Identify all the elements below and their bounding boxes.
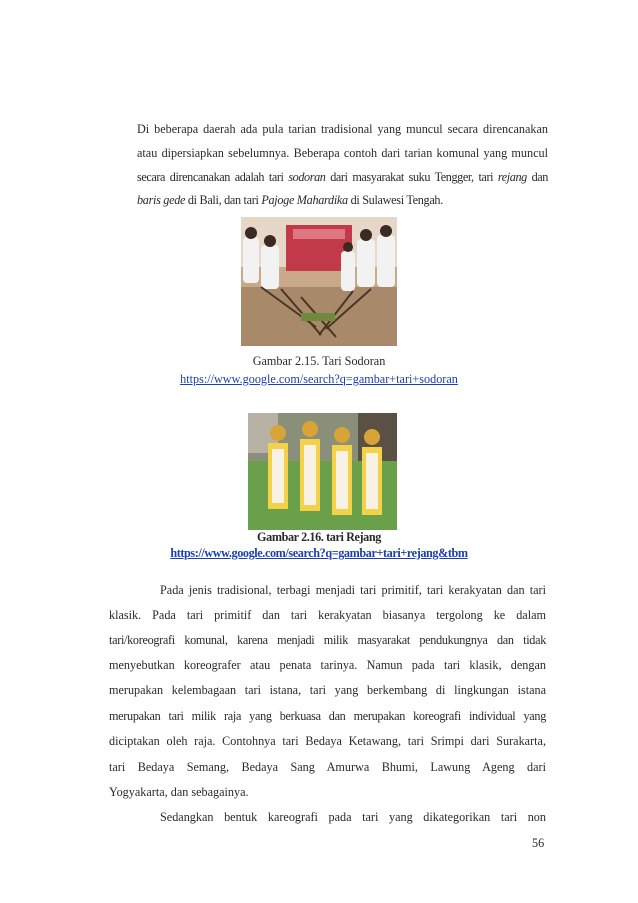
intro-text: dari masyarakat suku Tengger, tari (325, 170, 498, 184)
figure-2-caption: Gambar 2.16. tari Rejang (257, 530, 381, 544)
figure-2-link-text[interactable]: https://www.google.com/search?q=gambar+tari+rejang&tbm (170, 546, 468, 560)
dance-name-sodoran: sodoran (288, 170, 326, 184)
body-line-8: tari Bedaya Semang, Bedaya Sang Amurwa Bhumi, Lawung Ageng dari (109, 760, 546, 774)
intro-text: dan (526, 170, 548, 184)
figure-1-link-text[interactable]: https://www.google.com/search?q=gambar+tari+sodoran (180, 372, 458, 386)
intro-text: di Sulawesi Tengah. (347, 193, 443, 207)
page-number: 56 (532, 836, 545, 850)
dance-name-baris-gede: baris gede (137, 193, 186, 207)
sodoran-photo-illustration (241, 217, 397, 346)
figure-sodoran-photo (241, 217, 397, 346)
figure-2-source-link[interactable] (0, 546, 638, 561)
figure-1-caption: Gambar 2.15. Tari Sodoran (252, 354, 386, 368)
body-line-3: tari/koreografi komunal, karena menjadi milik masyarakat pendukungnya dan tidak (109, 633, 546, 647)
intro-line-2: atau dipersiapkan sebelumnya. Beberapa contoh dari tarian komunal yang muncul (137, 146, 548, 160)
body-line-9: Yogyakarta, dan sebagainya. (109, 785, 249, 799)
dance-name-rejang: rejang (497, 170, 527, 184)
figure-1-source-link[interactable] (0, 372, 638, 387)
dance-name-pajoge: Pajoge Mahardika (261, 193, 348, 207)
body-line-6: merupakan tari milik raja yang berkuasa dan merupakan koreografi individual yang (109, 709, 546, 723)
intro-line-4 (137, 193, 443, 208)
intro-text: secara direncanakan adalah tari (137, 170, 289, 184)
body-line-4: menyebutkan koreografer atau penata tarinya. Namun pada tari klasik, dengan (109, 658, 546, 672)
body-line-1: Pada jenis tradisional, terbagi menjadi tari primitif, tari kerakyatan dan tari (160, 583, 546, 597)
body-line-5: merupakan kelembagaan tari istana, tari yang berkembang di lingkungan istana (109, 683, 546, 697)
body-line-7: diciptakan oleh raja. Contohnya tari Bedaya Ketawang, tari Srimpi dari Surakarta, (109, 734, 546, 748)
intro-line-1: Di beberapa daerah ada pula tarian tradisional yang muncul secara direncanakan (137, 122, 548, 136)
rejang-photo-illustration (248, 413, 397, 530)
intro-line-3 (137, 170, 548, 185)
body-line-2: klasik. Pada tari primitif dan tari kerakyatan biasanya tergolong ke dalam (109, 608, 546, 622)
intro-text: di Bali, dan tari (185, 193, 262, 207)
figure-rejang-photo (248, 413, 397, 530)
body-line-10: Sedangkan bentuk kareografi pada tari yang dikategorikan tari non (160, 810, 546, 824)
